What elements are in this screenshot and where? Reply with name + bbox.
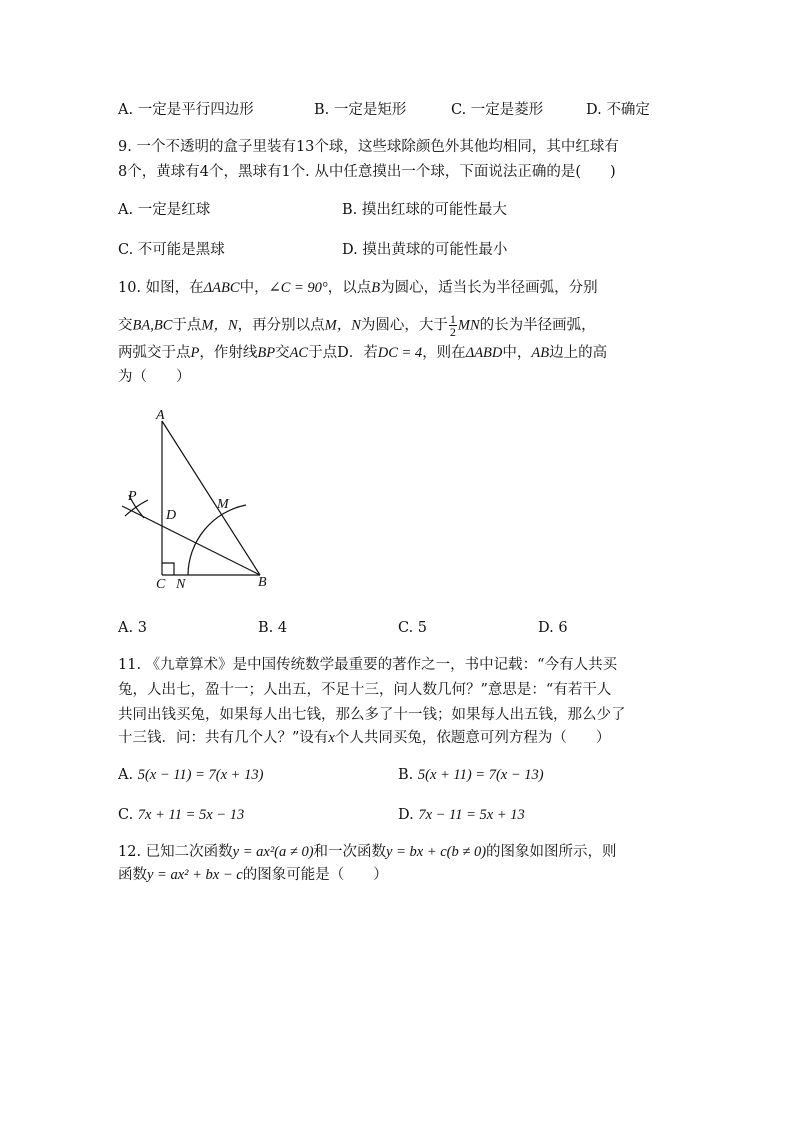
sides-ba-bc: BA,BC [132,317,173,334]
label-n: N [176,577,186,592]
fraction-denominator: 2 [449,325,456,339]
q11-option-b [398,765,544,785]
option-label: D. [398,807,414,823]
side-ac: AC [289,345,309,361]
points-mn: M，N [324,317,361,334]
triangle-abd: ΔABD [465,345,503,361]
text: ，以点 [327,280,372,296]
q8-option-d: D. 不确定 [586,102,650,118]
text: 函数 [118,867,147,883]
text: 于点 [172,317,202,334]
label-p: P [128,489,137,504]
text: 十三钱．问：共有几个人？”设有 [118,730,329,746]
text: ，作射线 [199,345,258,361]
text: 边上的高 [549,345,608,361]
q10-triangle-figure [110,400,280,595]
q9-option-b: B. 摸出红球的可能性最大 [342,202,507,218]
side-ab: AB [531,345,550,361]
text: 于点D．若 [308,345,378,361]
linear-function: y = bx + c(b ≠ 0) [386,844,487,860]
label-m: M [217,497,229,512]
option-expression: 7x − 11 = 5x + 13 [418,807,525,823]
label-a: A [156,408,165,423]
q9-option-d: D. 摸出黄球的可能性最小 [342,242,508,258]
point-b: B [371,280,381,296]
option-expression: 5(x + 11) = 7(x − 13) [417,767,544,783]
point-p: P [190,345,200,361]
option-label: A. [118,767,134,783]
q10-option-a: A. 3 [118,620,147,636]
segment-mn: MN [457,317,480,334]
q10-stem-line4: 为（ ） [118,369,191,385]
q10-option-d: D. 6 [538,620,568,636]
points-mn: M，N [201,317,238,334]
option-label: B. [398,767,414,783]
text: 为圆心，大于 [360,317,448,334]
q8-option-c: C. 一定是菱形 [451,102,544,118]
quadratic-function: y = ax²(a ≠ 0) [232,844,314,860]
variable-x: x [328,730,335,746]
triangle-abc: ΔABC [203,280,240,296]
text: 为圆心，适当长为半径画弧，分别 [380,280,598,296]
angle-c: ∠C = 90° [268,280,328,296]
q12-stem-line1 [118,842,617,862]
text: 的长为半径画弧， [479,317,596,334]
q11-stem-line4 [118,728,610,748]
text: 中， [239,280,269,296]
q9-option-c: C. 不可能是黑球 [118,242,225,258]
ray-bp: BP [257,345,276,361]
label-d: D [166,508,177,523]
fraction-half [449,313,457,338]
combined-function: y = ax² + bx − c [147,867,243,883]
q9-stem-line2: 8个，黄球有4个，黑球有1个. 从中任意摸出一个球，下面说法正确的是( ) [118,164,616,180]
q11-option-d [398,805,525,825]
text: 的图象如图所示，则 [486,844,617,860]
option-expression: 7x + 11 = 5x − 13 [137,807,245,823]
text: 12. 已知二次函数 [118,844,233,860]
text: ，则在 [422,345,466,361]
text: 和一次函数 [313,844,387,860]
side-ab-line [162,421,260,575]
q10-stem-line3 [118,343,607,363]
q9-stem-line1: 9. 一个不透明的盒子里装有13个球，这些球除颜色外其他均相同，其中红球有 [118,139,619,155]
label-b: B [258,575,267,590]
label-c: C [156,577,166,592]
q10-stem-line1 [118,278,598,298]
q10-option-b: B. 4 [258,620,288,636]
q8-option-b: B. 一定是矩形 [314,102,407,118]
q10-option-c: C. 5 [398,620,428,636]
q11-stem-line3: 共同出钱买兔，如果每人出七钱，那么多了十一钱；如果每人出五钱，那么少了 [118,707,626,723]
q8-option-a: A. 一定是平行四边形 [118,102,254,118]
right-angle-mark [162,563,174,575]
text: 个人共同买兔，依题意可列方程为（ ） [334,730,611,746]
text: 10. 如图，在 [118,280,204,296]
q11-option-c [118,805,244,825]
text: 交 [118,317,133,334]
q10-stem-line2 [118,313,596,338]
text: 中， [502,345,532,361]
q11-stem-line2: 兔，人出七，盈十一；人出五，不足十三，问人数几何？”意思是：“有若干人 [118,682,612,698]
text: 的图象可能是（ ） [242,867,388,883]
q11-option-a [118,765,263,785]
text: 交 [275,345,290,361]
text: ，再分别以点 [237,317,325,334]
option-expression: 5(x − 11) = 7(x + 13) [137,767,264,783]
dc-length: DC = 4 [377,345,423,361]
q12-stem-line2 [118,865,388,885]
q9-option-a: A. 一定是红球 [118,202,211,218]
text: 两弧交于点 [118,345,191,361]
option-label: C. [118,807,134,823]
q11-stem-line1: 11. 《九章算术》是中国传统数学最重要的著作之一，书中记载：“今有人共买 [118,657,618,673]
fraction-numerator: 1 [449,312,456,326]
